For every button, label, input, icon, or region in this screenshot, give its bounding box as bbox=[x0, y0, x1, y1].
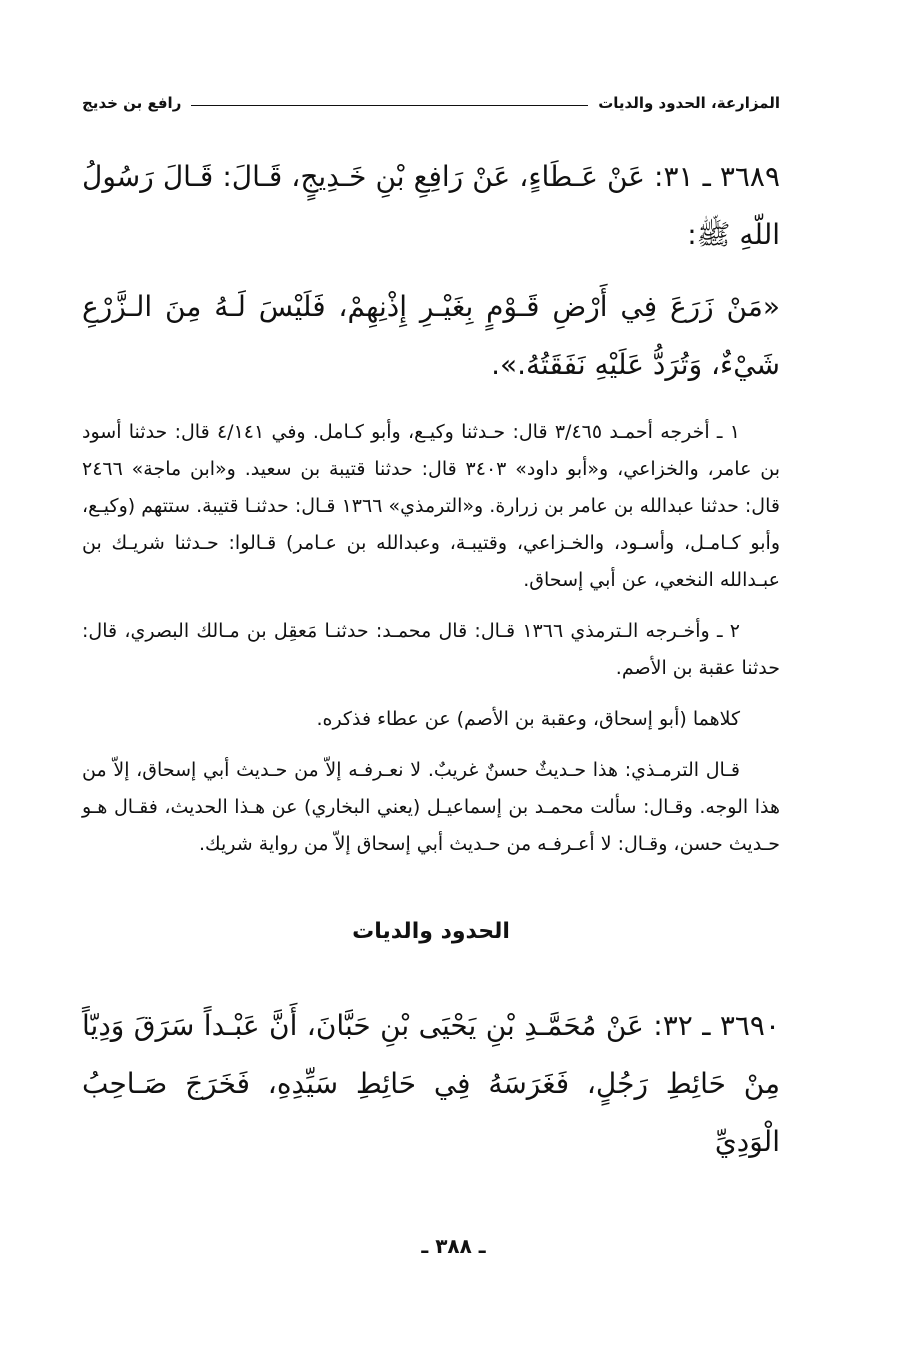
hadith-3689-matn: «مَنْ زَرَعَ فِي أَرْضِ قَـوْمٍ بِغَيْـرِ إِذْنِهِمْ، فَلَيْسَ لَـهُ مِنَ الـزَّرْعِ شَيْءٌ، وَتُرَدُّ عَلَيْهِ نَفَقَتُهُ.». bbox=[82, 290, 780, 381]
section-title: الحدود والديات bbox=[352, 919, 510, 944]
running-header bbox=[82, 90, 780, 116]
hadith-3689-isnad: ٣٦٨٩ ـ ٣١: عَنْ عَـطَاءٍ، عَنْ رَافِعِ بْنِ خَـدِيجٍ، قَـالَ: قَـالَ رَسُولُ اللّهِ ﷺ: bbox=[82, 160, 780, 251]
page-number: ـ ٣٨٨ ـ bbox=[421, 1234, 486, 1258]
header-narrator-name: رافع بن خديج bbox=[82, 94, 182, 112]
takhrij-note-4: قـال الترمـذي: هذا حـديثٌ حسنٌ غريبٌ. لا نعـرفـه إلاّ من حـديث أبي إسحاق، إلاّ من هذا الوجه. وقـال: سألت محمـد بن إسماعيـل (يعني البخاري) عن هـذا الحديث، فقـال هـو حـديث حسن، وقـال: لا أعـرفـه من حـديث أبي إسحاق إلاّ من رواية شريك. bbox=[82, 759, 780, 855]
takhrij-note-3: كلاهما (أبو إسحاق، وعقبة بن الأصم) عن عطاء فذكره. bbox=[316, 708, 740, 730]
book-page bbox=[82, 90, 780, 1290]
header-chapter-title: المزارعة، الحدود والديات bbox=[598, 94, 780, 112]
header-rule bbox=[191, 105, 588, 106]
takhrij-note-1: ١ ـ أخرجه أحمـد ٣/٤٦٥ قال: حـدثنا وكيـع، وأبو كـامل. وفي ٤/١٤١ قال: حدثنا أسود بن عامر، والخزاعي، و«أبو داود» ٣٤٠٣ قال: حدثنا قتيبة بن سعيد. و«ابن ماجة» ٢٤٦٦ قال: حدثنا عبدالله بن عامر بن زرارة. و«الترمذي» ١٣٦٦ قـال: حدثنـا قتيبة. ستتهم (وكيـع، وأبو كـامـل، وأسـود، والخـزاعي، وقتيبـة، وعبدالله بن عـامر) قـالوا: حـدثنا شريـك بن عبـدالله النخعي، عن أبي إسحاق. bbox=[82, 421, 780, 591]
takhrij-note-2: ٢ ـ وأخـرجه الـترمذي ١٣٦٦ قـال: قال محمـد: حدثنـا مَعقِل بن مـالك البصري، قال: حدثنا عقبة بن الأصم. bbox=[82, 620, 780, 679]
hadith-3690-text: ٣٦٩٠ ـ ٣٢: عَنْ مُحَمَّـدِ بْنِ يَحْيَى بْنِ حَبَّانَ، أَنَّ عَبْـداً سَرَقَ وَدِيّاً مِنْ حَائِطِ رَجُلٍ، فَغَرَسَهُ فِي حَائِطِ سَيِّدِهِ، فَخَرَجَ صَـاحِبُ الْوَدِيِّ bbox=[82, 1009, 780, 1158]
